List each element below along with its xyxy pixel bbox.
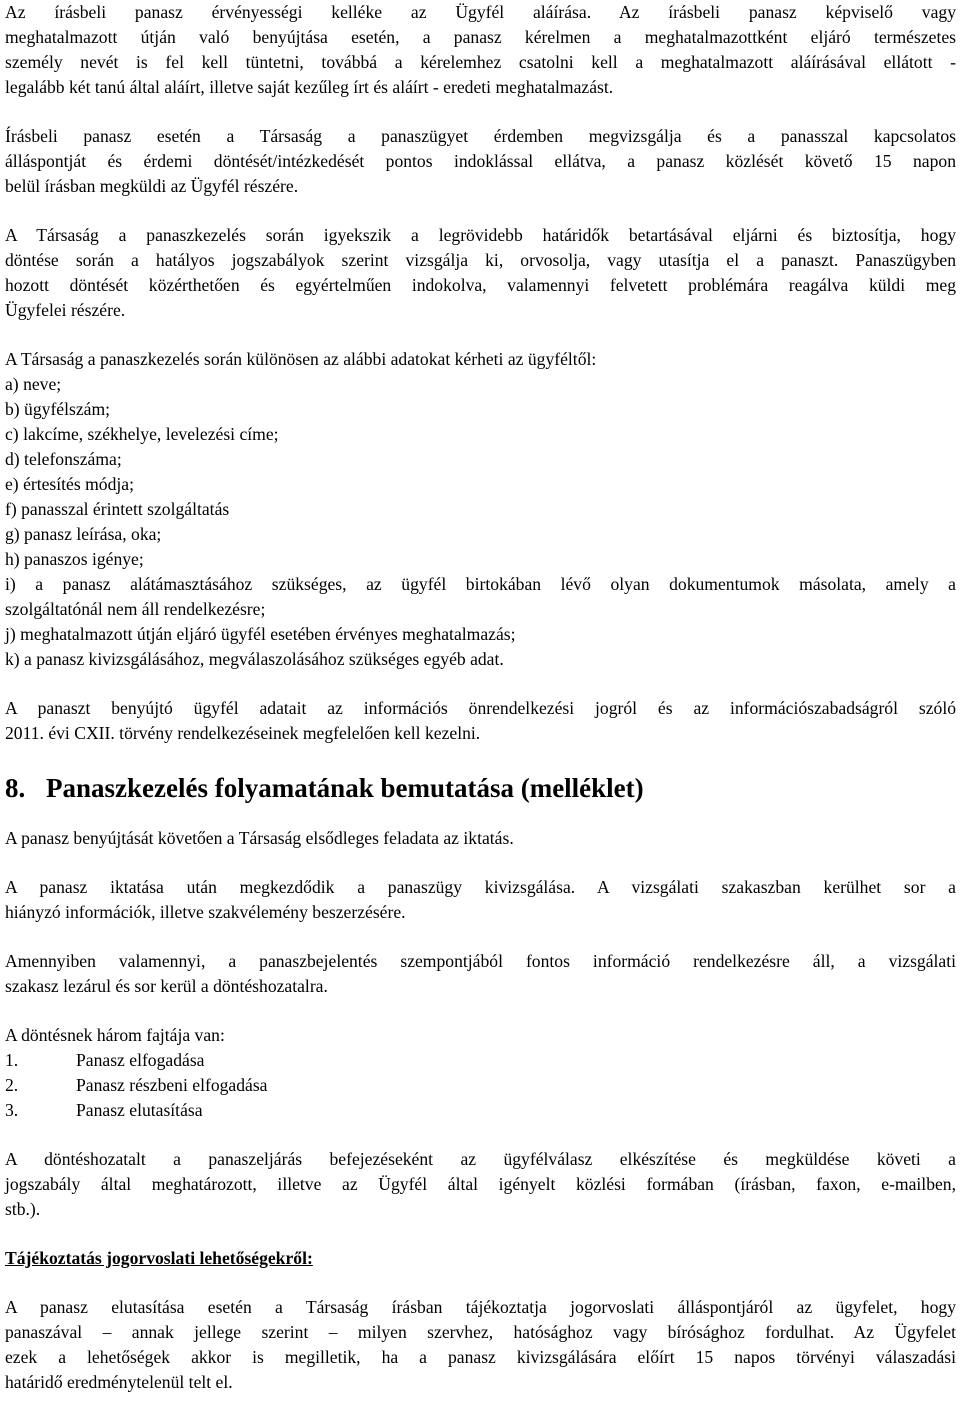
text-line: belül írásban megküldi az Ügyfél részére. (5, 176, 299, 196)
text-line: ezek a lehetőségek akkor is megilletik, ha a panasz kivizsgálására előírt 15 napos törvényi válaszadási (5, 1347, 956, 1367)
paragraph-deadlines (5, 223, 956, 323)
decision-number: 3. (5, 1100, 19, 1120)
text-line: A Társaság a panaszkezelés során igyekszik a legrövidebb határidők betartásával eljárni és biztosítja, hogy (5, 225, 956, 245)
text-line: A Társaság a panaszkezelés során különösen az alábbi adatokat kérheti az ügyféltől: (5, 349, 597, 369)
paragraph-data-protection (5, 696, 956, 746)
paragraph-written-complaint (5, 124, 956, 199)
list-item: a) neve; (5, 374, 62, 394)
text-line: döntése során a hatályos jogszabályok szerint vizsgálja ki, orvosolja, vagy utasítja el a panaszt. Panaszügyben (5, 250, 956, 270)
text-line: álláspontját és érdemi döntését/intézkedését pontos indoklással ellátva, a panasz közlését követő 15 napon (5, 151, 956, 171)
text-line: személy nevét is fel kell tüntetni, továbbá a kérelemhez csatolni kell a meghatalmazott aláírásával ellátott - (5, 52, 956, 72)
list-item: h) panaszos igénye; (5, 549, 144, 569)
list-item: d) telefonszáma; (5, 449, 122, 469)
section-title: Panaszkezelés folyamatának bemutatása (melléklet) (46, 773, 644, 803)
decision-text: Panasz részbeni elfogadása (76, 1075, 268, 1095)
text-line: Az írásbeli panasz érvényességi kelléke az Ügyfél aláírása. Az írásbeli panasz képviselő vagy (5, 2, 956, 22)
decision-item (5, 1098, 956, 1123)
decision-number: 1. (5, 1050, 19, 1070)
paragraph-data-request-intro (5, 347, 956, 372)
text-line: A panasz elutasítása esetén a Társaság írásban tájékoztatja jogorvoslati álláspontjáról az ügyfelet, hogy (5, 1297, 956, 1317)
text-line: meghatalmazott útján való benyújtása esetén, a panasz kérelmen a meghatalmazottként eljáró természetes (5, 27, 956, 47)
text-line: A panasz benyújtását követően a Társaság elsődleges feladata az iktatás. (5, 828, 514, 848)
paragraph-investigation (5, 875, 956, 925)
text-line: Írásbeli panasz esetén a Társaság a panaszügyet érdemben megvizsgálja és a panasszal kapcsolatos (5, 126, 956, 146)
list-item: e) értesítés módja; (5, 474, 134, 494)
decision-text: Panasz elfogadása (76, 1050, 205, 1070)
text-line: szakasz lezárul és sor kerül a döntéshozatalra. (5, 976, 328, 996)
paragraph-response (5, 1147, 956, 1222)
text-line: panaszával – annak jellege szerint – milyen szervhez, hatósághoz vagy bírósághoz fordulhat. Az Ügyfelet (5, 1322, 956, 1342)
paragraph-remedies (5, 1295, 956, 1395)
decision-number: 2. (5, 1075, 19, 1095)
list-item: k) a panasz kivizsgálásához, megválaszolásához szükséges egyéb adat. (5, 649, 504, 669)
text-line: hiányzó információk, illetve szakvélemény beszerzésére. (5, 902, 406, 922)
decision-types-intro: A döntésnek három fajtája van: (5, 1025, 225, 1045)
text-line: jogszabály által meghatározott, illetve az Ügyfél által igényelt közlési formában (írásban, faxon, e-mailben, (5, 1174, 956, 1194)
section-number: 8. (5, 773, 26, 803)
text-line: Ügyfelei részére. (5, 300, 126, 320)
paragraph-decision-making (5, 949, 956, 999)
paragraph-registration (5, 826, 956, 851)
decision-types (5, 1023, 956, 1123)
decision-item (5, 1048, 956, 1073)
decision-text: Panasz elutasítása (76, 1100, 203, 1120)
requested-data-list (5, 372, 956, 672)
text-line: hozott döntését közérthetően és egyértelműen indokolva, valamennyi felvetett problémára reagálva küldi meg (5, 275, 956, 295)
remedy-heading: Tájékoztatás jogorvoslati lehetőségekről: (5, 1248, 313, 1268)
list-item: j) meghatalmazott útján eljáró ügyfél esetében érvényes meghatalmazás; (5, 624, 516, 644)
decision-item (5, 1073, 956, 1098)
document-page (5, 0, 956, 1395)
text-line: A panasz iktatása után megkezdődik a panaszügy kivizsgálása. A vizsgálati szakaszban kerülhet sor a (5, 877, 956, 897)
text-line: szolgáltatónál nem áll rendelkezésre; (5, 599, 266, 619)
text-line: A panaszt benyújtó ügyfél adatait az információs önrendelkezési jogról és az információszabadságról szóló (5, 698, 956, 718)
paragraph-signature-requirement (5, 0, 956, 100)
text-line: 2011. évi CXII. törvény rendelkezéseinek megfelelően kell kezelni. (5, 723, 481, 743)
text-line: legalább két tanú által aláírt, illetve saját kezűleg írt és aláírt - eredeti meghatalmazást. (5, 77, 614, 97)
list-item: g) panasz leírása, oka; (5, 524, 162, 544)
text-line: stb.). (5, 1199, 41, 1219)
text-line: Amennyiben valamennyi, a panaszbejelentés szempontjából fontos információ rendelkezésre áll, a vizsgálati (5, 951, 956, 971)
list-item: c) lakcíme, székhelye, levelezési címe; (5, 424, 279, 444)
list-item (5, 572, 956, 622)
list-item: f) panasszal érintett szolgáltatás (5, 499, 230, 519)
text-line: A döntéshozatalt a panaszeljárás befejezéseként az ügyfélválasz elkészítése és megküldése követi a (5, 1149, 956, 1169)
list-item: b) ügyfélszám; (5, 399, 111, 419)
text-line: határidő eredménytelenül telt el. (5, 1372, 233, 1392)
section-heading (5, 770, 956, 806)
text-line: i) a panasz alátámasztásához szükséges, az ügyfél birtokában lévő olyan dokumentumok másolata, amely a (5, 574, 956, 594)
